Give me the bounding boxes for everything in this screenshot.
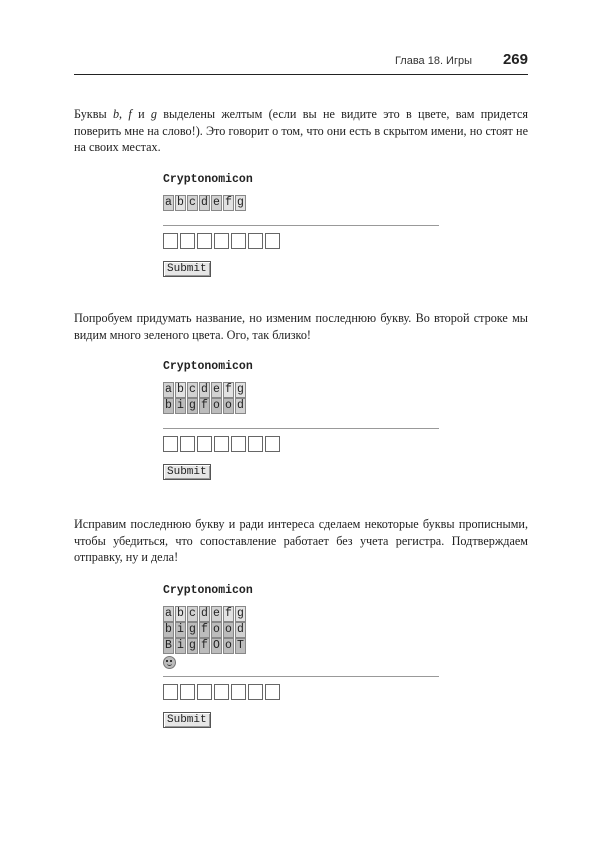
letter-input-row — [163, 684, 439, 700]
letter-cell-yellow: b — [175, 195, 186, 211]
letter-cell-green: o — [223, 398, 234, 414]
letter-input[interactable] — [197, 684, 212, 700]
letter-input[interactable] — [180, 684, 195, 700]
submit-button[interactable]: Submit — [163, 464, 211, 480]
letter-cell-gray: e — [211, 382, 222, 398]
letter-cell-green: b — [163, 622, 174, 638]
letter-input[interactable] — [163, 233, 178, 249]
letter-cell-green: B — [163, 638, 174, 654]
letter-cell-gray: a — [163, 382, 174, 398]
letter-input[interactable] — [214, 684, 229, 700]
letter-cell-gray: d — [199, 382, 210, 398]
divider — [163, 676, 439, 677]
letter-input-row — [163, 233, 439, 249]
letter-cell-gray: d — [235, 398, 246, 414]
letter-cell-yellow: f — [223, 606, 234, 622]
letter-cell-green: f — [199, 398, 210, 414]
letter-cell-gray: c — [187, 606, 198, 622]
paragraph-1-text-d: выделены желтым (если вы не видите это в цвете, вам придется поверить мне на слово!). Это говорит о том, что они есть в скрытом имени, но стоят не на своих местах. — [74, 107, 528, 154]
letter-input-row — [163, 436, 439, 452]
letter-cell-green: o — [223, 622, 234, 638]
paragraph-3: Исправим последнюю букву и ради интереса сделаем некоторые буквы прописными, чтобы убедиться, что сопоставление работает без учета регистра. Подтверждаем отправку, ну и дела! — [74, 517, 528, 564]
letter-input[interactable] — [163, 436, 178, 452]
letter-input[interactable] — [197, 233, 212, 249]
letter-cell-green: g — [187, 622, 198, 638]
letter-input[interactable] — [231, 684, 246, 700]
app-title: Cryptonomicon — [163, 360, 253, 373]
guess-row — [163, 638, 439, 654]
guess-row — [163, 622, 439, 638]
app-title: Cryptonomicon — [163, 584, 253, 597]
divider — [163, 225, 439, 226]
paragraph-1-text-b: , — [119, 107, 129, 121]
letter-cell-yellow: b — [175, 606, 186, 622]
page-header — [74, 52, 528, 75]
letter-g: g — [150, 107, 157, 121]
letter-cell-green: o — [223, 638, 234, 654]
paragraph-2: Попробуем придумать название, но изменим последнюю букву. Во второй строке мы видим много зеленого цвета. Ого, так близко! — [74, 311, 528, 342]
letter-cell-gray: c — [187, 382, 198, 398]
letter-cell-yellow: f — [223, 382, 234, 398]
guess-row — [163, 606, 439, 622]
letter-input[interactable] — [197, 436, 212, 452]
game-screenshot-3 — [163, 584, 439, 728]
letter-input[interactable] — [248, 684, 263, 700]
guess-row — [163, 398, 439, 414]
paragraph-1-text-c: и — [131, 107, 151, 121]
letter-f: f — [128, 107, 132, 121]
letter-cell-green: i — [175, 638, 186, 654]
letter-input[interactable] — [231, 233, 246, 249]
letter-cell-gray: a — [163, 195, 174, 211]
letter-input[interactable] — [248, 436, 263, 452]
letter-cell-yellow: g — [235, 195, 246, 211]
letter-input[interactable] — [231, 436, 246, 452]
letter-input[interactable] — [214, 436, 229, 452]
letter-cell-green: i — [175, 398, 186, 414]
letter-cell-gray: e — [211, 606, 222, 622]
letter-cell-yellow: f — [223, 195, 234, 211]
letter-cell-green: o — [211, 398, 222, 414]
letter-input[interactable] — [265, 436, 280, 452]
letter-input[interactable] — [180, 436, 195, 452]
letter-input[interactable] — [163, 684, 178, 700]
app-title: Cryptonomicon — [163, 173, 253, 186]
letter-cell-green: O — [211, 638, 222, 654]
letter-cell-yellow: b — [175, 382, 186, 398]
letter-cell-green: i — [175, 622, 186, 638]
letter-cell-gray: d — [235, 622, 246, 638]
submit-button[interactable]: Submit — [163, 261, 211, 277]
letter-cell-yellow: g — [235, 382, 246, 398]
letter-cell-gray: c — [187, 195, 198, 211]
game-screenshot-2 — [163, 360, 439, 480]
letter-cell-green: o — [211, 622, 222, 638]
letter-input[interactable] — [180, 233, 195, 249]
letter-cell-green: f — [199, 638, 210, 654]
letter-input[interactable] — [265, 684, 280, 700]
letter-cell-yellow: g — [235, 606, 246, 622]
submit-button[interactable]: Submit — [163, 712, 211, 728]
letter-cell-green: f — [199, 622, 210, 638]
guess-row — [163, 195, 439, 211]
letter-cell-gray: d — [199, 606, 210, 622]
letter-cell-green: g — [187, 398, 198, 414]
letter-cell-gray: d — [199, 195, 210, 211]
letter-b: b — [112, 107, 120, 121]
letter-cell-green: g — [187, 638, 198, 654]
paragraph-1 — [74, 106, 528, 156]
letter-cell-green: b — [163, 398, 174, 414]
game-screenshot-1 — [163, 173, 439, 277]
chapter-title: Глава 18. Игры — [394, 55, 472, 67]
page-number: 269 — [502, 51, 528, 68]
smiley-icon — [163, 656, 176, 669]
guess-row — [163, 382, 439, 398]
letter-cell-gray: e — [211, 195, 222, 211]
letter-cell-green: T — [235, 638, 246, 654]
paragraph-1-text-a: Буквы — [74, 107, 113, 121]
letter-input[interactable] — [214, 233, 229, 249]
divider — [163, 428, 439, 429]
letter-input[interactable] — [248, 233, 263, 249]
letter-input[interactable] — [265, 233, 280, 249]
letter-cell-gray: a — [163, 606, 174, 622]
